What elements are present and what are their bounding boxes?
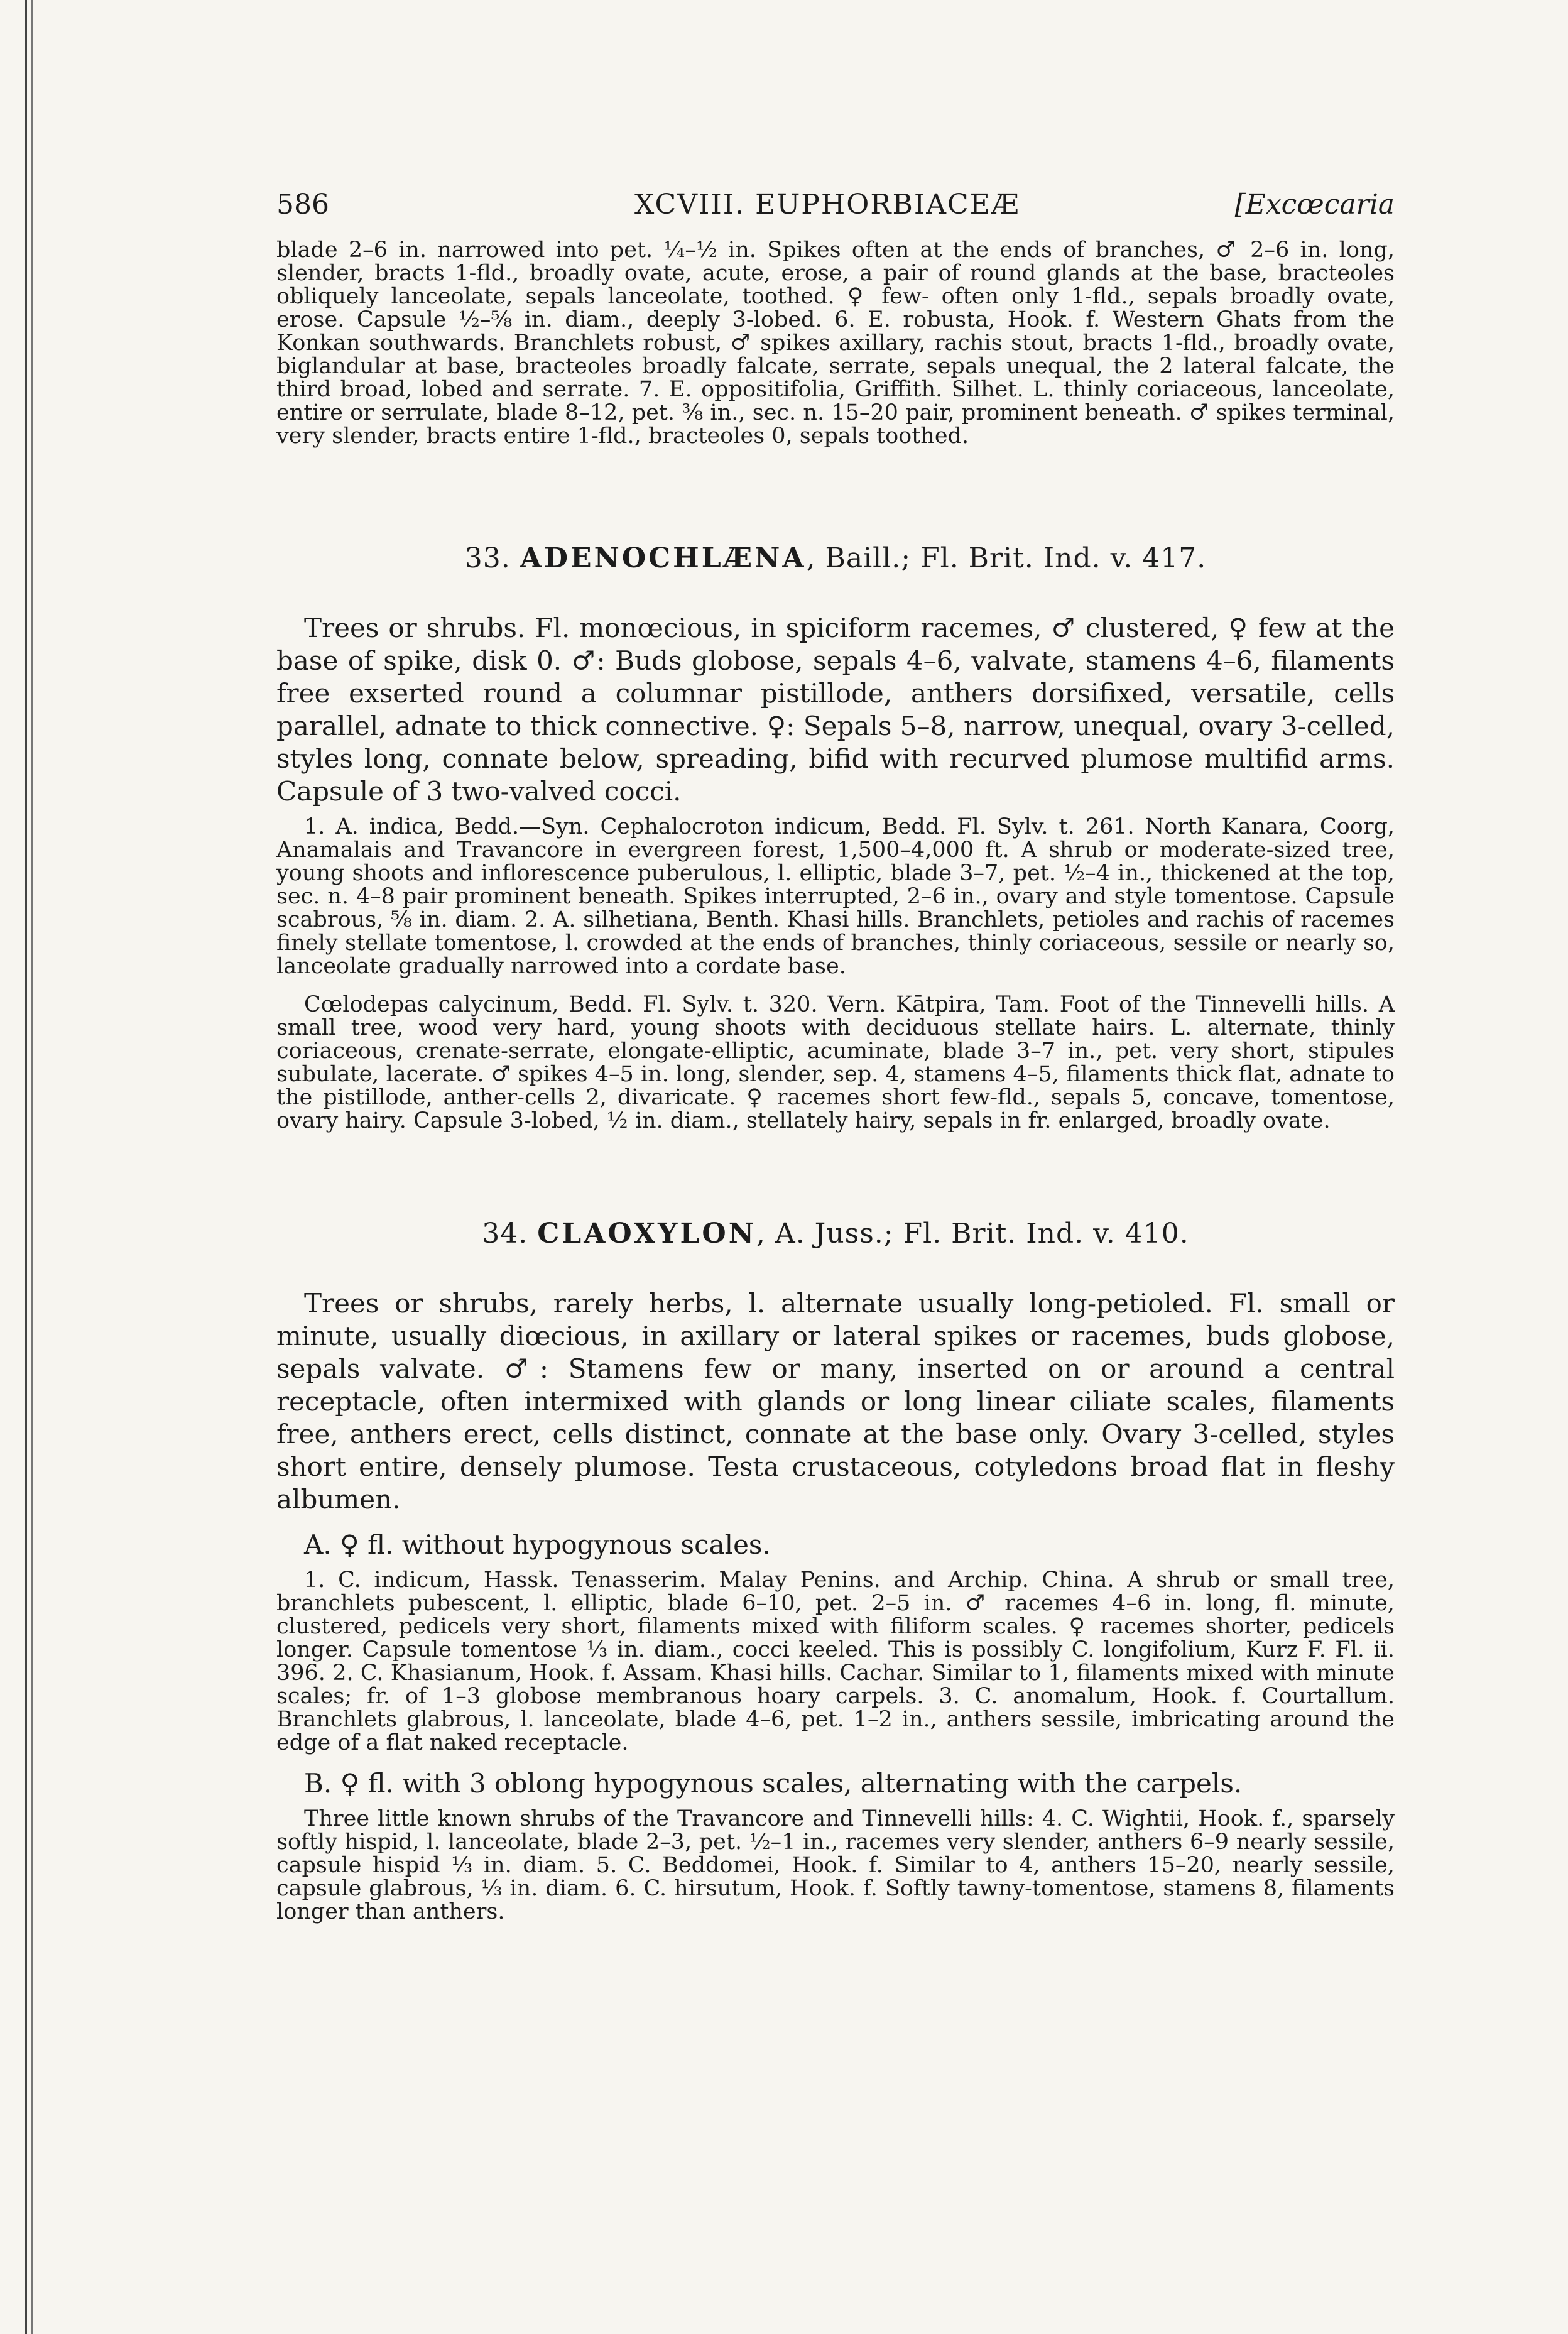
section-33-species: 1. A. indica, Bedd.—Syn. Cephalocroton indicum, Bedd. Fl. Sylv. t. 261. North Kanara, Coorg, Anamalais and Travancore in evergreen forest, 1,500–4,000 ft. A shrub or moderate-sized tree, young shoots and inflorescence puberulous, l. elliptic, blade 3–7, pet. ½–4 in., thickened at the top, sec. n. 4–8 pair prominent beneath. Spikes interrupted, 2–6 in., ovary and style tomentose. Capsule scabrous, ⅝ in. diam. 2. A. silhetiana, Benth. Khasi hills. Branchlets, petioles and rachis of racemes finely stellate tomentose, l. crowded at the ends of branches, thinly coriaceous, sessile or nearly so, lanceolate gradually narrowed into a cordate base.: [276, 814, 1395, 979]
section-34-group-b: B. ♀ fl. with 3 oblong hypogynous scales, alternating with the carpels.: [304, 1768, 1243, 1799]
top-paragraph: blade 2–6 in. narrowed into pet. ¼–½ in. Spikes often at the ends of branches, ♂ 2–6 in. long, slender, bracts 1-fld., broadly ovate, acute, erose, a pair of round glands at the base, bracteoles obliquely lanceolate, sepals lanceolate, toothed. ♀ few- often only 1-fld., sepals broadly ovate, erose. Capsule ½–⅝ in. diam., deeply 3-lobed. 6. E. robusta, Hook. f. Western Ghats from the Konkan southwards. Branchlets robust, ♂ spikes axillary, rachis stout, bracts 1-fld., broadly ovate, biglandular at base, bracteoles broadly falcate, serrate, sepals unequal, the 2 lateral falcate, the third broad, lobed and serrate. 7. E. oppositifolia, Griffith. Silhet. L. thinly coriaceous, lanceolate, entire or serrulate, blade 8–12, pet. ⅜ in., sec. n. 15–20 pair, prominent beneath. ♂ spikes terminal, very slender, bracts entire 1-fld., bracteoles 0, sepals toothed.: [276, 237, 1395, 449]
section-34-authority: , A. Juss.; Fl. Brit. Ind. v. 410.: [756, 1218, 1189, 1250]
section-33-heading: [276, 542, 1395, 574]
scan-edge-line-inner: [31, 0, 33, 2334]
section-33-number: 33.: [464, 542, 511, 574]
section-33-authority: , Baill.; Fl. Brit. Ind. v. 417.: [806, 542, 1207, 574]
running-head: [276, 188, 1395, 239]
section-34-genus: CLAOXYLON: [537, 1218, 756, 1250]
section-33-description: Trees or shrubs. Fl. monœcious, in spiciform racemes, ♂ clustered, ♀ few at the base of spike, disk 0. ♂: Buds globose, sepals 4–6, valvate, stamens 4–6, filaments free exserted round a columnar pistillode, anthers dorsifixed, versatile, cells parallel, adnate to thick connective. ♀: Sepals 5–8, narrow, unequal, ovary 3-celled, styles long, connate below, spreading, bifid with recurved plumose multifid arms. Capsule of 3 two-valved cocci.: [276, 613, 1395, 807]
page: [276, 188, 1395, 1924]
scan-edge-line: [25, 0, 27, 2334]
section-33-note: Cœlodepas calycinum, Bedd. Fl. Sylv. t. 320. Vern. Kātpira, Tam. Foot of the Tinnevelli hills. A small tree, wood very hard, young shoots with deciduous stellate hairs. L. alternate, thinly coriaceous, crenate-serrate, elongate-elliptic, acuminate, blade 3–7 in., pet. very short, stipules subulate, lacerate. ♂ spikes 4–5 in. long, slender, sep. 4, stamens 4–5, filaments thick flat, adnate to the pistillode, anther-cells 2, divaricate. ♀ racemes short few-fld., sepals 5, concave, tomentose, ovary hairy. Capsule 3-lobed, ½ in. diam., stellately hairy, sepals in fr. enlarged, broadly ovate.: [276, 992, 1395, 1133]
section-34-description: Trees or shrubs, rarely herbs, l. alternate usually long-petioled. Fl. small or minute, usually diœcious, in axillary or lateral spikes or racemes, buds globose, sepals valvate. ♂: Stamens few or many, inserted on or around a central receptacle, often intermixed with glands or long linear ciliate scales, filaments free, anthers erect, cells distinct, connate at the base only. Ovary 3-celled, styles short entire, densely plumose. Testa crustaceous, cotyledons broad flat in fleshy albumen.: [276, 1288, 1395, 1515]
section-33-genus: ADENOCHLÆNA: [520, 542, 807, 574]
section-34-species-a: 1. C. indicum, Hassk. Tenasserim. Malay Penins. and Archip. China. A shrub or small tree, branchlets pubescent, l. elliptic, blade 6–10, pet. 2–5 in. ♂ racemes 4–6 in. long, fl. minute, clustered, pedicels very short, filaments mixed with filiform scales. ♀ racemes shorter, pedicels longer. Capsule tomentose ⅓ in. diam., cocci keeled. This is possibly C. longifolium, Kurz F. Fl. ii. 396. 2. C. Khasianum, Hook. f. Assam. Khasi hills. Cachar. Similar to 1, filaments mixed with minute scales; fr. of 1–3 globose membranous hoary carpels. 3. C. anomalum, Hook. f. Courtallum. Branchlets glabrous, l. lanceolate, blade 4–6, pet. 1–2 in., anthers sessile, imbricating around the edge of a flat naked receptacle.: [276, 1568, 1395, 1755]
section-34-species-b: Three little known shrubs of the Travancore and Tinnevelli hills: 4. C. Wightii, Hook. f., sparsely softly hispid, l. lanceolate, blade 2–3, pet. ½–1 in., racemes very slender, anthers 6–9 nearly sessile, capsule hispid ⅓ in. diam. 5. C. Beddomei, Hook. f. Similar to 4, anthers 15–20, nearly sessile, capsule glabrous, ⅓ in. diam. 6. C. hirsutum, Hook. f. Softly tawny-tomentose, stamens 8, filaments longer than anthers.: [276, 1806, 1395, 1924]
running-title: XCVIII. EUPHORBIACEÆ: [634, 188, 1020, 221]
page-number: 586: [276, 188, 329, 221]
section-34-number: 34.: [482, 1218, 528, 1250]
running-tail: [Excœcaria: [1234, 188, 1395, 221]
section-34-heading: [276, 1218, 1395, 1250]
section-34-group-a: A. ♀ fl. without hypogynous scales.: [304, 1529, 771, 1560]
